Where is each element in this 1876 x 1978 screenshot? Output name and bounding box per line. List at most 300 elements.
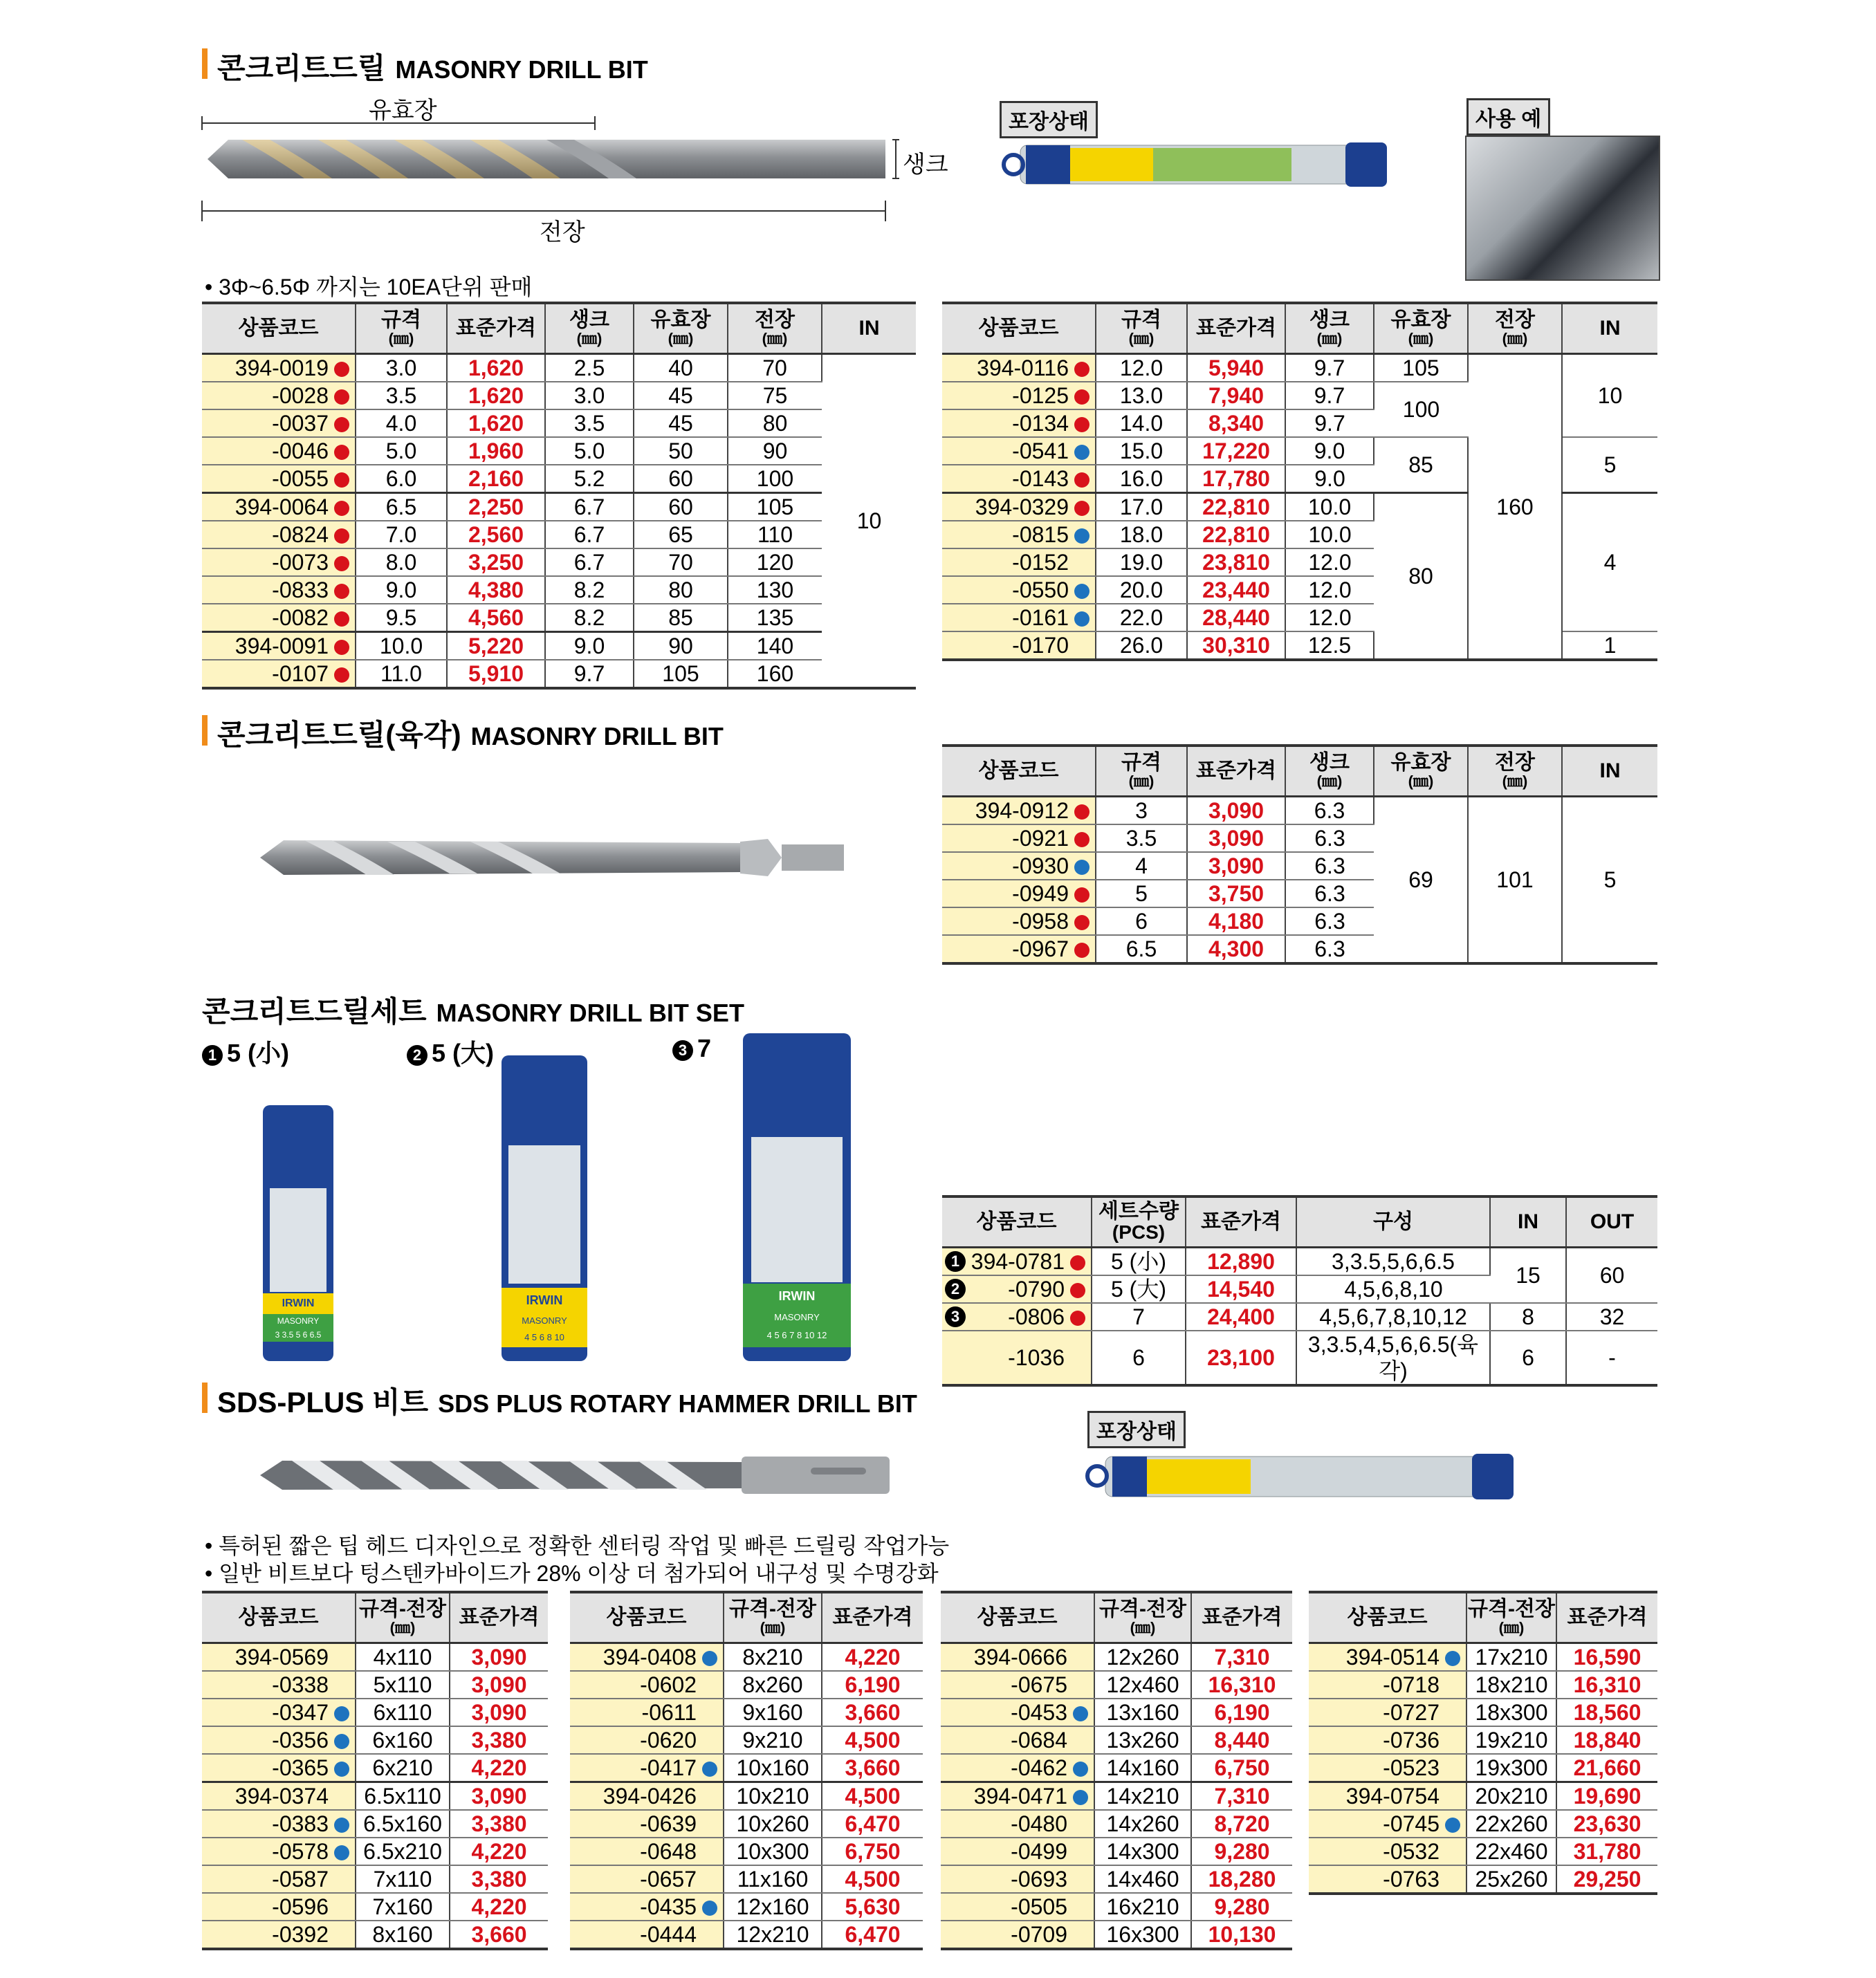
product-code: -1036: [1008, 1345, 1065, 1370]
spec-length-cell: 14x460: [1094, 1865, 1191, 1893]
effective-length-cell: 65: [634, 521, 728, 548]
table-row: [202, 1671, 548, 1699]
spec-cell: 6.5: [356, 493, 447, 521]
empty-dot-icon: [334, 1679, 349, 1694]
effective-length-cell: 85: [634, 604, 728, 632]
sds-table-1: [202, 1591, 548, 1950]
product-code: 394-0116: [977, 355, 1069, 380]
red-dot-icon: [334, 445, 349, 460]
th-total: [1468, 303, 1562, 354]
price-cell: 12,890: [1186, 1248, 1296, 1276]
table-row: [202, 1643, 548, 1672]
product-code-cell: [570, 1726, 724, 1754]
table-row: [570, 1810, 923, 1838]
table-row: [202, 465, 916, 493]
shank-cell: 9.7: [1285, 382, 1374, 409]
th-in: IN: [1490, 1196, 1566, 1248]
spec-cell: 13.0: [1096, 382, 1187, 409]
price-cell: 3,380: [450, 1865, 548, 1893]
total-length-cell: 101: [1468, 797, 1562, 964]
th-unit: (㎜): [1130, 1619, 1156, 1636]
spec-length-cell: 9x210: [724, 1726, 822, 1754]
empty-dot-icon: [1073, 1734, 1088, 1749]
shank-cell: 6.3: [1285, 824, 1374, 852]
package-brand: IRWIN: [743, 1284, 851, 1309]
section-title-en: MASONRY DRILL BIT: [470, 722, 724, 750]
price-cell: 4,220: [450, 1754, 548, 1782]
product-code: -0392: [272, 1922, 329, 1947]
red-dot-icon: [1074, 943, 1089, 958]
in-cell: 10: [822, 354, 916, 689]
price-cell: 7,940: [1187, 382, 1285, 409]
blue-dot-icon: [334, 1734, 349, 1749]
spec-length-cell: 10x300: [724, 1838, 822, 1865]
th-code: 상품코드: [942, 746, 1096, 797]
product-code-cell: [570, 1671, 724, 1699]
th-total-text: 전장: [755, 308, 795, 331]
price-cell: 5,940: [1187, 354, 1285, 382]
shank-cell: 9.0: [1285, 437, 1374, 465]
spec-cell: 16.0: [1096, 465, 1187, 493]
red-dot-icon: [1074, 472, 1089, 488]
effective-length-cell: 90: [634, 632, 728, 660]
price-cell: 4,180: [1187, 907, 1285, 935]
th-code: 상품코드: [942, 1196, 1092, 1248]
product-code: -0143: [1012, 466, 1069, 491]
spec-length-cell: 13x160: [1094, 1699, 1191, 1726]
product-code-cell: [202, 521, 356, 548]
th-eff: [1374, 746, 1468, 797]
product-code: 394-0471: [973, 1784, 1067, 1809]
product-code-cell: [1309, 1726, 1466, 1754]
th-unit: (㎜): [1502, 330, 1528, 347]
blue-dot-icon: [334, 1845, 349, 1860]
set-label-text: 7: [697, 1034, 712, 1062]
product-code: -0930: [1012, 853, 1069, 878]
price-cell: 1,620: [447, 382, 545, 409]
th-shank-text: 생크: [1309, 751, 1350, 774]
spec-cell: 3.0: [356, 354, 447, 382]
effective-length-cell: 45: [634, 409, 728, 437]
spec-length-cell: 8x160: [356, 1921, 450, 1949]
th-out: OUT: [1566, 1196, 1657, 1248]
price-cell: 3,380: [450, 1810, 548, 1838]
red-dot-icon: [334, 362, 349, 377]
product-code-cell: [202, 660, 356, 688]
composition-cell: 4,5,6,8,10: [1296, 1275, 1490, 1303]
product-code-cell: [941, 1921, 1094, 1949]
product-code-cell: [570, 1921, 724, 1949]
price-cell: 17,220: [1187, 437, 1285, 465]
effective-length-cell: 50: [634, 437, 728, 465]
product-code: -0028: [272, 383, 329, 408]
total-length-cell: 130: [728, 576, 822, 604]
hex-drill-table-body: [942, 797, 1657, 964]
package-sizes: 4 5 6 8 10: [524, 1332, 564, 1342]
red-dot-icon: [334, 556, 349, 571]
shank-cell: 9.7: [545, 660, 634, 688]
price-cell: 2,250: [447, 493, 545, 521]
product-code: -0921: [1012, 826, 1069, 851]
product-code: -0125: [1012, 383, 1069, 408]
masonry-table-2-body: [942, 354, 1657, 660]
spec-cell: 3.5: [1096, 824, 1187, 852]
price-cell: 7,310: [1191, 1782, 1292, 1811]
product-code-cell: [1309, 1643, 1466, 1672]
set-label-text: 5 (大): [432, 1039, 495, 1067]
th-spec: [1096, 746, 1187, 797]
set-label-3: [672, 1034, 711, 1063]
effective-length-cell: 70: [634, 548, 728, 576]
effective-length-cell: 69: [1374, 797, 1468, 964]
empty-dot-icon: [334, 1928, 349, 1943]
spec-length-cell: 12x460: [1094, 1671, 1191, 1699]
empty-dot-icon: [1073, 1873, 1088, 1888]
total-length-cell: 90: [728, 437, 822, 465]
product-code: -0578: [272, 1839, 329, 1864]
empty-dot-icon: [1074, 639, 1089, 654]
th-price: 표준가격: [822, 1592, 923, 1643]
spec-cell: 9.0: [356, 576, 447, 604]
red-dot-icon: [1074, 362, 1089, 377]
empty-dot-icon: [1445, 1845, 1460, 1860]
product-code-cell: [1309, 1865, 1466, 1894]
table-row: [202, 1754, 548, 1782]
set-qty-cell: 7: [1092, 1303, 1186, 1331]
product-code-cell: [941, 1699, 1094, 1726]
price-cell: 14,540: [1186, 1275, 1296, 1303]
th-unit: (㎜): [762, 330, 788, 347]
sds-table-3-body: [941, 1643, 1292, 1950]
sds-table-4-body: [1309, 1643, 1657, 1894]
red-dot-icon: [334, 640, 349, 655]
price-cell: 21,660: [1556, 1754, 1657, 1782]
price-cell: 22,810: [1187, 521, 1285, 548]
total-length-cell: 75: [728, 382, 822, 409]
price-cell: 1,620: [447, 354, 545, 382]
product-code: 394-0514: [1345, 1645, 1440, 1670]
spec-length-cell: 5x110: [356, 1671, 450, 1699]
product-code-cell: [941, 1754, 1094, 1782]
product-code-cell: [1309, 1782, 1466, 1811]
product-code-cell: [202, 354, 356, 382]
package-info: [502, 1313, 587, 1347]
package-tube-image: [1000, 138, 1415, 194]
product-code-cell: [942, 521, 1096, 548]
section-title-hex: [202, 712, 724, 754]
red-dot-icon: [334, 389, 349, 405]
effective-length-cell: 85: [1374, 437, 1468, 493]
effective-length-cell: 105: [634, 660, 728, 688]
price-cell: 5,630: [822, 1893, 923, 1921]
spec-length-cell: 25x260: [1466, 1865, 1556, 1894]
product-code: -0523: [1383, 1755, 1440, 1780]
spec-cell: 17.0: [1096, 493, 1187, 521]
th-total: [728, 303, 822, 354]
total-length-cell: 135: [728, 604, 822, 632]
spec-cell: 8.0: [356, 548, 447, 576]
spec-cell: 12.0: [1096, 354, 1187, 382]
masonry-table-1-body: [202, 354, 916, 689]
table-row: [202, 1838, 548, 1865]
empty-dot-icon: [334, 1901, 349, 1916]
th-unit: (㎜): [388, 330, 414, 347]
product-code: -0365: [272, 1755, 329, 1780]
table-row: [941, 1643, 1292, 1672]
empty-dot-icon: [702, 1734, 717, 1749]
product-code-cell: [202, 1893, 356, 1921]
th-unit: (㎜): [1408, 330, 1434, 347]
product-code: -0505: [1011, 1894, 1067, 1919]
section-title-kr: 콘크리트드릴세트: [202, 995, 427, 1028]
th-spec-text: 규격-전장: [1099, 1598, 1186, 1620]
product-code-cell: [942, 576, 1096, 604]
set-table: [942, 1195, 1657, 1387]
package-line: MASONRY: [522, 1315, 567, 1326]
product-code: -0435: [640, 1894, 697, 1919]
empty-dot-icon: [1073, 1818, 1088, 1833]
shank-cell: 6.7: [545, 493, 634, 521]
table-row: [941, 1921, 1292, 1949]
table-row: [202, 1726, 548, 1754]
product-code-cell: [942, 437, 1096, 465]
product-code: -0170: [1012, 633, 1069, 658]
spec-cell: 4.0: [356, 409, 447, 437]
package-sizes: 3 3.5 5 6 6.5: [275, 1330, 322, 1340]
table-row: [202, 493, 916, 521]
composition-cell: 3,3.5,5,6,6.5: [1296, 1248, 1490, 1276]
th-spec: [1096, 303, 1187, 354]
red-dot-icon: [1074, 389, 1089, 405]
product-code-cell: [202, 548, 356, 576]
in-cell: 8: [1490, 1303, 1566, 1331]
set-qty-cell: 5 (小): [1092, 1248, 1186, 1276]
red-dot-icon: [1070, 1255, 1085, 1270]
product-code-cell: [942, 1275, 1092, 1303]
empty-dot-icon: [1445, 1706, 1460, 1721]
empty-dot-icon: [702, 1873, 717, 1888]
product-code-cell: [1309, 1810, 1466, 1838]
th-total-text: 전장: [1495, 308, 1535, 331]
price-cell: 22,810: [1187, 493, 1285, 521]
product-code: -0499: [1011, 1839, 1067, 1864]
empty-dot-icon: [1073, 1901, 1088, 1916]
red-dot-icon: [1074, 501, 1089, 516]
spec-cell: 6.5: [1096, 935, 1187, 963]
table-row: [1309, 1671, 1657, 1699]
price-cell: 3,090: [1187, 852, 1285, 880]
spec-length-cell: 11x160: [724, 1865, 822, 1893]
shank-cell: 3.5: [545, 409, 634, 437]
product-code: -0790: [1008, 1277, 1065, 1302]
package-line: MASONRY: [774, 1312, 820, 1322]
total-length-cell: 120: [728, 548, 822, 576]
table-row: [570, 1726, 923, 1754]
product-code: -0824: [272, 522, 329, 547]
product-code-cell: [202, 1865, 356, 1893]
table-row: [942, 1303, 1657, 1331]
section-title-sds: [202, 1380, 917, 1421]
spec-length-cell: 6.5x210: [356, 1838, 450, 1865]
red-dot-icon: [1074, 887, 1089, 903]
blue-dot-icon: [334, 1706, 349, 1721]
product-code-cell: [202, 1921, 356, 1949]
price-cell: 6,190: [822, 1671, 923, 1699]
product-code: -0587: [272, 1867, 329, 1892]
product-code: -0356: [272, 1728, 329, 1753]
product-code-cell: [570, 1699, 724, 1726]
section-title-en: MASONRY DRILL BIT SET: [436, 999, 744, 1027]
masonry-table-2: [942, 302, 1657, 661]
product-code-cell: [942, 797, 1096, 825]
set-label-1: [202, 1034, 289, 1069]
product-code: -0550: [1012, 577, 1069, 602]
product-code: -0417: [640, 1755, 697, 1780]
spec-length-cell: 16x210: [1094, 1893, 1191, 1921]
product-code-cell: [202, 632, 356, 660]
th-shank: [1285, 303, 1374, 354]
sec1-note: • 3Φ~6.5Φ 까지는 10EA단위 판매: [205, 275, 533, 299]
price-cell: 4,380: [447, 576, 545, 604]
product-code: -0833: [272, 577, 329, 602]
in-cell: 15: [1490, 1248, 1566, 1304]
price-cell: 4,560: [447, 604, 545, 632]
table-row: [941, 1754, 1292, 1782]
red-dot-icon: [334, 611, 349, 627]
th-spec-text: 규격: [1121, 751, 1161, 774]
product-code: -0152: [1012, 550, 1069, 575]
price-cell: 3,660: [822, 1699, 923, 1726]
product-code-cell: [202, 1810, 356, 1838]
price-cell: 6,470: [822, 1921, 923, 1949]
th-unit: (㎜): [389, 1619, 416, 1636]
price-cell: 23,810: [1187, 548, 1285, 576]
product-code: -0675: [1011, 1672, 1067, 1697]
shank-cell: 8.2: [545, 576, 634, 604]
product-code: -0161: [1012, 605, 1069, 630]
dim-total-label: 전장: [540, 219, 585, 246]
package-info: [743, 1309, 851, 1347]
total-length-cell: 110: [728, 521, 822, 548]
product-code: -0055: [272, 466, 329, 491]
th-spec: [356, 303, 447, 354]
table-row: [1309, 1699, 1657, 1726]
red-dot-icon: [1074, 915, 1089, 930]
spec-length-cell: 14x210: [1094, 1782, 1191, 1811]
product-code: -0073: [272, 550, 329, 575]
product-code: -0967: [1012, 936, 1069, 961]
product-code-cell: [202, 1782, 356, 1811]
spec-cell: 19.0: [1096, 548, 1187, 576]
th-eff-text: 유효장: [1390, 751, 1451, 774]
empty-dot-icon: [1445, 1679, 1460, 1694]
shank-cell: 6.7: [545, 521, 634, 548]
product-code-cell: [202, 1643, 356, 1672]
price-cell: 3,090: [450, 1782, 548, 1811]
red-dot-icon: [334, 584, 349, 599]
th-shank: [545, 303, 634, 354]
masonry-table-1: [202, 302, 916, 690]
empty-dot-icon: [1074, 556, 1089, 571]
table-row: [1309, 1643, 1657, 1672]
blue-dot-icon: [334, 1818, 349, 1833]
product-code-cell: [1309, 1671, 1466, 1699]
product-code-cell: [202, 493, 356, 521]
product-code-cell: [942, 935, 1096, 963]
product-code-cell: [1309, 1699, 1466, 1726]
spec-length-cell: 6x160: [356, 1726, 450, 1754]
product-code: -0453: [1011, 1700, 1067, 1725]
spec-length-cell: 20x210: [1466, 1782, 1556, 1811]
spec-length-cell: 16x300: [1094, 1921, 1191, 1949]
price-cell: 5,220: [447, 632, 545, 660]
sds-table-2: [570, 1591, 923, 1950]
price-cell: 18,560: [1556, 1699, 1657, 1726]
shank-cell: 12.0: [1285, 548, 1374, 576]
product-code-cell: [570, 1643, 724, 1672]
empty-dot-icon: [702, 1928, 717, 1943]
section-title-en: SDS PLUS ROTARY HAMMER DRILL BIT: [438, 1389, 917, 1418]
table-row: [941, 1671, 1292, 1699]
price-cell: 9,280: [1191, 1893, 1292, 1921]
th-code: 상품코드: [941, 1592, 1094, 1643]
product-code-cell: [942, 465, 1096, 493]
th-price: 표준가격: [1187, 303, 1285, 354]
price-cell: 6,750: [1191, 1754, 1292, 1782]
table-row: [202, 604, 916, 632]
table-row: [202, 1699, 548, 1726]
shank-cell: 5.0: [545, 437, 634, 465]
red-dot-icon: [1070, 1283, 1085, 1298]
product-code: 394-0781: [971, 1249, 1065, 1274]
table-row: [202, 1810, 548, 1838]
price-cell: 23,630: [1556, 1810, 1657, 1838]
product-code-cell: [942, 548, 1096, 576]
price-cell: 3,250: [447, 548, 545, 576]
product-code-cell: [942, 1303, 1092, 1331]
spec-length-cell: 10x160: [724, 1754, 822, 1782]
spec-cell: 4: [1096, 852, 1187, 880]
product-code: 394-0426: [603, 1784, 697, 1809]
th-price: 표준가격: [447, 303, 545, 354]
set-qty-cell: 5 (大): [1092, 1275, 1186, 1303]
total-length-cell: 160: [1468, 354, 1562, 660]
th-in: IN: [1562, 746, 1657, 797]
spec-length-cell: 7x110: [356, 1865, 450, 1893]
price-cell: 18,280: [1191, 1865, 1292, 1893]
price-cell: 19,690: [1556, 1782, 1657, 1811]
th-eff-text: 유효장: [650, 308, 711, 331]
blue-dot-icon: [1074, 584, 1089, 599]
blue-dot-icon: [1073, 1790, 1088, 1805]
empty-dot-icon: [1073, 1651, 1088, 1666]
price-cell: 9,280: [1191, 1838, 1292, 1865]
spec-cell: 6: [1096, 907, 1187, 935]
product-code: -0763: [1383, 1867, 1440, 1892]
price-cell: 16,590: [1556, 1643, 1657, 1672]
empty-dot-icon: [1070, 1351, 1085, 1367]
product-code-cell: [570, 1782, 724, 1811]
th-spec: [1094, 1592, 1191, 1643]
spec-length-cell: 13x260: [1094, 1726, 1191, 1754]
th-code: 상품코드: [1309, 1592, 1466, 1643]
product-code-cell: [1309, 1754, 1466, 1782]
table-row: [202, 409, 916, 437]
spec-length-cell: 19x300: [1466, 1754, 1556, 1782]
price-cell: 24,400: [1186, 1303, 1296, 1331]
price-cell: 4,220: [450, 1893, 548, 1921]
product-code-cell: [202, 1838, 356, 1865]
